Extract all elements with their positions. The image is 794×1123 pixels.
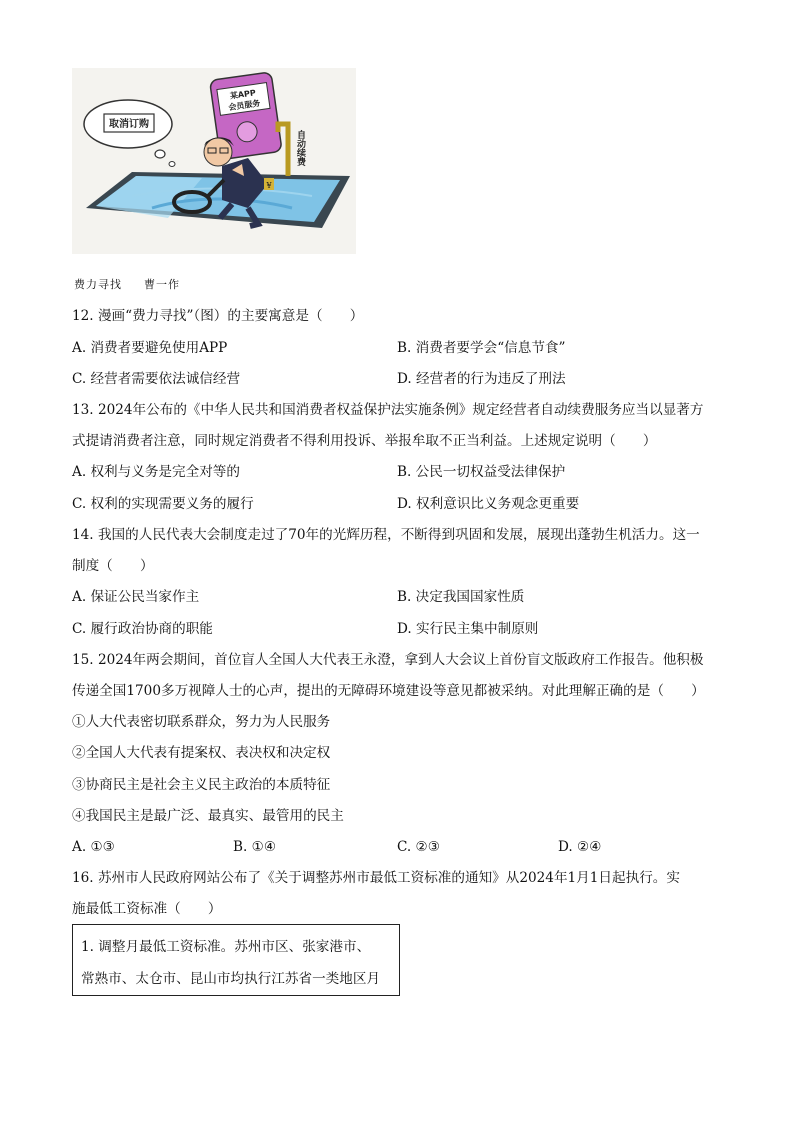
- q12-option-a[interactable]: A. 消费者要避免使用APP: [72, 340, 228, 356]
- q13-stem-line1: 13. 2024年公布的《中华人民共和国消费者权益保护法实施条例》规定经营者自动续费服务应当以显著方: [72, 402, 704, 418]
- q12-option-d[interactable]: D. 经营者的行为违反了刑法: [397, 371, 566, 387]
- q15-option-c[interactable]: C. ②③: [397, 839, 440, 855]
- caption-title: 费力寻找: [74, 278, 122, 291]
- q13-stem-line2: 式提请消费者注意，同时规定消费者不得利用投诉、举报牟取不正当利益。上述规定说明（ ）: [72, 433, 657, 449]
- q12-stem: 12. 漫画“费力寻找”（图）的主要寓意是（ ）: [72, 308, 364, 324]
- q15-stem-line2: 传递全国1700多万视障人士的心声，提出的无障碍环境建设等意见都被采纳。对此理解正确的是（ ）: [72, 683, 705, 699]
- q14-stem-line2: 制度（ ）: [72, 558, 154, 574]
- q14-option-a[interactable]: A. 保证公民当家作主: [72, 589, 200, 605]
- q15-item-4: ④我国民主是最广泛、最真实、最管用的民主: [72, 808, 344, 824]
- caption-author: 曹一作: [144, 278, 180, 291]
- q15-item-2: ②全国人大代表有提案权、表决权和决定权: [72, 745, 331, 761]
- auto-renew-text: 自动续费: [295, 130, 305, 166]
- bubble-text: 取消订购: [109, 119, 149, 130]
- q13-option-a[interactable]: A. 权利与义务是完全对等的: [72, 464, 240, 480]
- q14-option-b[interactable]: B. 决定我国国家性质: [397, 589, 525, 605]
- q15-option-b[interactable]: B. ①④: [233, 839, 277, 855]
- q14-option-d[interactable]: D. 实行民主集中制原则: [397, 621, 539, 637]
- q14-option-c[interactable]: C. 履行政治协商的职能: [72, 621, 213, 637]
- q15-option-d[interactable]: D. ②④: [558, 839, 602, 855]
- q16-box-line2: 常熟市、太仓市、昆山市均执行江苏省一类地区月: [81, 971, 381, 987]
- q15-stem-line1: 15. 2024年两会期间，首位盲人全国人大代表王永澄，拿到人大会议上首份盲文版政府工作报告。他积极: [72, 652, 704, 668]
- yen-symbol: ¥: [266, 181, 272, 190]
- cartoon-illustration: [72, 68, 356, 254]
- q15-item-1: ①人大代表密切联系群众，努力为人民服务: [72, 714, 331, 730]
- q13-option-d[interactable]: D. 权利意识比义务观念更重要: [397, 496, 580, 512]
- q16-stem-line1: 16. 苏州市人民政府网站公布了《关于调整苏州市最低工资标准的通知》从2024年1月1日起执行。实: [72, 870, 680, 886]
- q16-stem-line2: 施最低工资标准（ ）: [72, 901, 222, 917]
- q12-option-b[interactable]: B. 消费者要学会“信息节食”: [397, 340, 566, 356]
- q16-material-box: [72, 924, 400, 996]
- q13-option-b[interactable]: B. 公民一切权益受法律保护: [397, 464, 566, 480]
- card-text-line2: 会员服务: [227, 98, 261, 113]
- q16-box-line1: 1. 调整月最低工资标准。苏州市区、张家港市、: [81, 939, 371, 955]
- q13-option-c[interactable]: C. 权利的实现需要义务的履行: [72, 496, 254, 512]
- q15-option-a[interactable]: A. ①③: [72, 839, 115, 855]
- q15-item-3: ③协商民主是社会主义民主政治的本质特征: [72, 777, 331, 793]
- cartoon-caption: [74, 276, 180, 292]
- q12-option-c[interactable]: C. 经营者需要依法诚信经营: [72, 371, 241, 387]
- q14-stem-line1: 14. 我国的人民代表大会制度走过了70年的光辉历程，不断得到巩固和发展，展现出蓬勃生机活力。这一: [72, 527, 700, 543]
- card-text-line1: 某APP: [229, 88, 257, 101]
